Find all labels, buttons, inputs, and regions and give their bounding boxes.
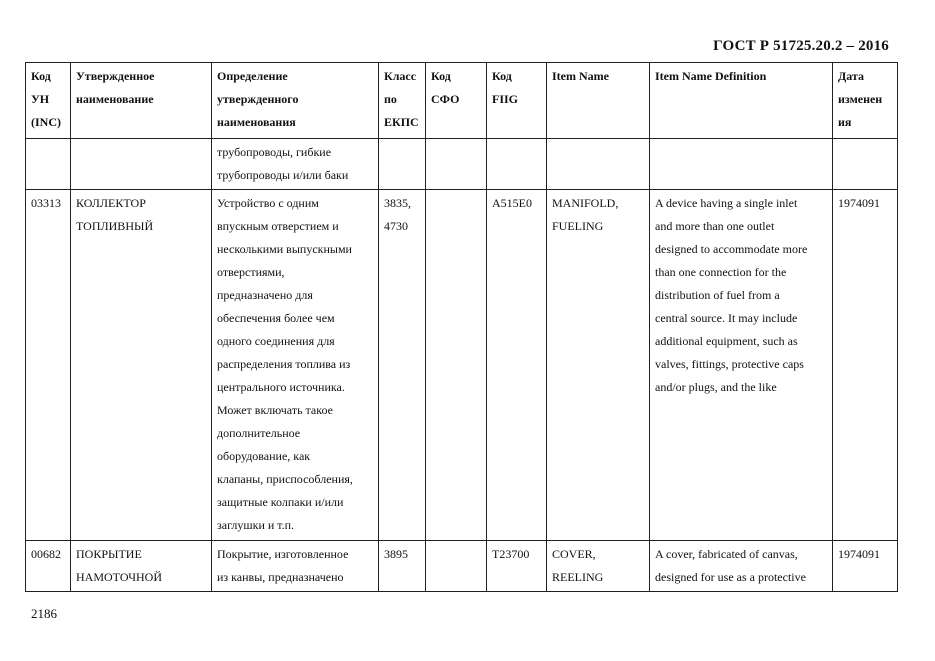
cell-sfo-code [426,139,487,190]
cell-item-name: COVER, REELING [547,541,650,592]
cell-fiig-code: A515E0 [487,190,547,541]
item-names-table [25,62,898,592]
table-row [26,190,898,541]
cell-ekps-class: 3895 [379,541,426,592]
header-item-name: Item Name [547,63,650,139]
cell-definition: Устройство с одним впускным отверстием и несколькими выпускными отверстиями, предназначено для обеспечения более чем одного соединения для распределения топлива из центрального источника. Может включать такое дополнительное оборудование, как клапаны, приспособления, защитные колпаки и/или заглушки и т.п. [212,190,379,541]
cell-item-name-definition: A cover, fabricated of canvas, designed for use as a protective [650,541,833,592]
cell-change-date: 1974091 [833,541,898,592]
cell-item-name-definition: A device having a single inlet and more than one outlet designed to accommodate more than one connection for the distribution of fuel from a central source. It may include additional equipment, such as valves, fittings, protective caps and/or plugs, and the like [650,190,833,541]
header-item-name-definition: Item Name Definition [650,63,833,139]
cell-ekps-class: 3835, 4730 [379,190,426,541]
table-header-row [26,63,898,139]
header-change-date: Дата изменен ия [833,63,898,139]
page-number: 2186 [31,606,57,621]
header-definition: Определение утвержденного наименования [212,63,379,139]
cell-inc-code: 00682 [26,541,71,592]
header-sfo-code: Код СФО [426,63,487,139]
cell-approved-name: КОЛЛЕКТОР ТОПЛИВНЫЙ [71,190,212,541]
header-fiig-code: Код FIIG [487,63,547,139]
header-ekps-class: Класс по ЕКПС [379,63,426,139]
document-header: ГОСТ Р 51725.20.2 – 2016 [713,38,889,54]
cell-fiig-code: T23700 [487,541,547,592]
cell-inc-code [26,139,71,190]
header-approved-name: Утвержденное наименование [71,63,212,139]
table-row [26,541,898,592]
cell-approved-name [71,139,212,190]
cell-ekps-class [379,139,426,190]
header-inc-code: Код УН (INC) [26,63,71,139]
cell-change-date: 1974091 [833,190,898,541]
cell-item-name [547,139,650,190]
cell-approved-name: ПОКРЫТИЕ НАМОТОЧНОЙ [71,541,212,592]
table-row [26,139,898,190]
cell-item-name: MANIFOLD, FUELING [547,190,650,541]
cell-inc-code: 03313 [26,190,71,541]
cell-fiig-code [487,139,547,190]
cell-item-name-definition [650,139,833,190]
cell-sfo-code [426,541,487,592]
cell-definition: Покрытие, изготовленное из канвы, предназначено [212,541,379,592]
cell-change-date [833,139,898,190]
cell-definition: трубопроводы, гибкие трубопроводы и/или баки [212,139,379,190]
cell-sfo-code [426,190,487,541]
